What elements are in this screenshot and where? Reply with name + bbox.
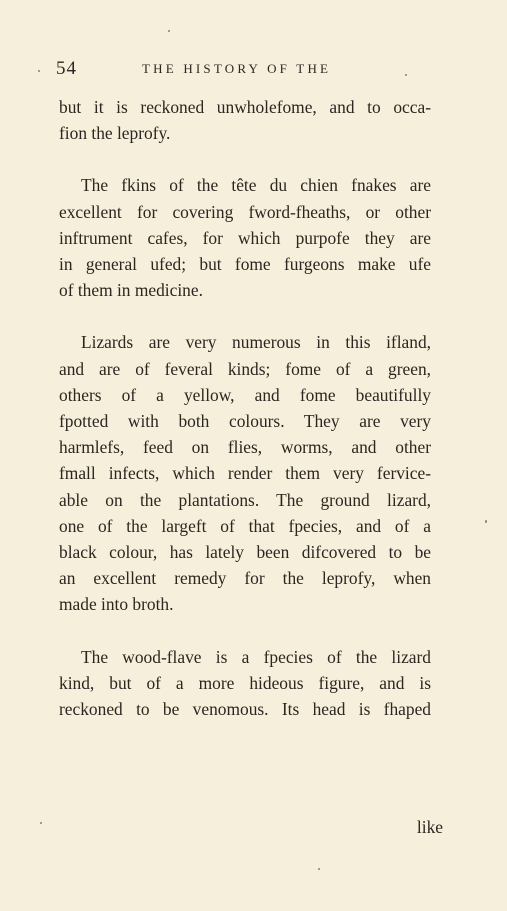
body-text bbox=[59, 94, 431, 722]
page-header bbox=[56, 58, 456, 78]
paragraph-wood-slave bbox=[59, 644, 431, 723]
text-line: fion the leprofy. bbox=[59, 123, 171, 144]
paper-speck bbox=[40, 822, 42, 824]
page-number: 54 bbox=[56, 58, 77, 79]
text-line: reckoned to be venomous. Its head is fhaped bbox=[59, 699, 431, 720]
text-line: Lizards are very numerous in this ifland, bbox=[81, 332, 431, 353]
text-line: able on the plantations. The ground lizard, bbox=[59, 489, 431, 510]
text-line: but it is reckoned unwholefome, and to occa- bbox=[59, 97, 431, 117]
text-line: fmall infects, which render them very fervice- bbox=[59, 463, 431, 484]
text-line: and are of feveral kinds; fome of a green, bbox=[59, 358, 431, 379]
text-line: in general ufed; but fome furgeons make ufe bbox=[59, 254, 431, 275]
text-line: kind, but of a more hideous figure, and is bbox=[59, 672, 431, 693]
paper-speck bbox=[405, 74, 407, 76]
paper-speck bbox=[318, 868, 320, 870]
text-line: made into broth. bbox=[59, 594, 174, 615]
text-line: harmlefs, feed on flies, worms, and other bbox=[59, 437, 431, 458]
text-line: others of a yellow, and fome beautifully bbox=[59, 384, 431, 405]
text-line: of them in medicine. bbox=[59, 280, 203, 301]
paper-speck bbox=[485, 520, 487, 523]
text-line: fpotted with both colours. They are very bbox=[59, 411, 431, 432]
paragraph-skins bbox=[59, 172, 431, 303]
paragraph-lizards bbox=[59, 329, 431, 617]
catchword: like bbox=[416, 817, 443, 837]
paragraph-continuation bbox=[59, 94, 431, 146]
text-line: black colour, has lately been difcovered to be bbox=[59, 542, 431, 563]
paper-speck bbox=[38, 70, 40, 72]
text-line: inftrument cafes, for which purpofe they are bbox=[59, 227, 431, 248]
paper-speck bbox=[168, 30, 170, 32]
running-head: THE HISTORY OF THE bbox=[142, 61, 332, 76]
text-line: an excellent remedy for the leprofy, when bbox=[59, 568, 431, 589]
text-line: excellent for covering fword-fheaths, or other bbox=[59, 201, 431, 222]
text-line: The fkins of the tête du chien fnakes are bbox=[81, 175, 431, 196]
text-line: The wood-flave is a fpecies of the lizard bbox=[81, 646, 431, 667]
text-line: one of the largeft of that fpecies, and of a bbox=[59, 515, 431, 536]
